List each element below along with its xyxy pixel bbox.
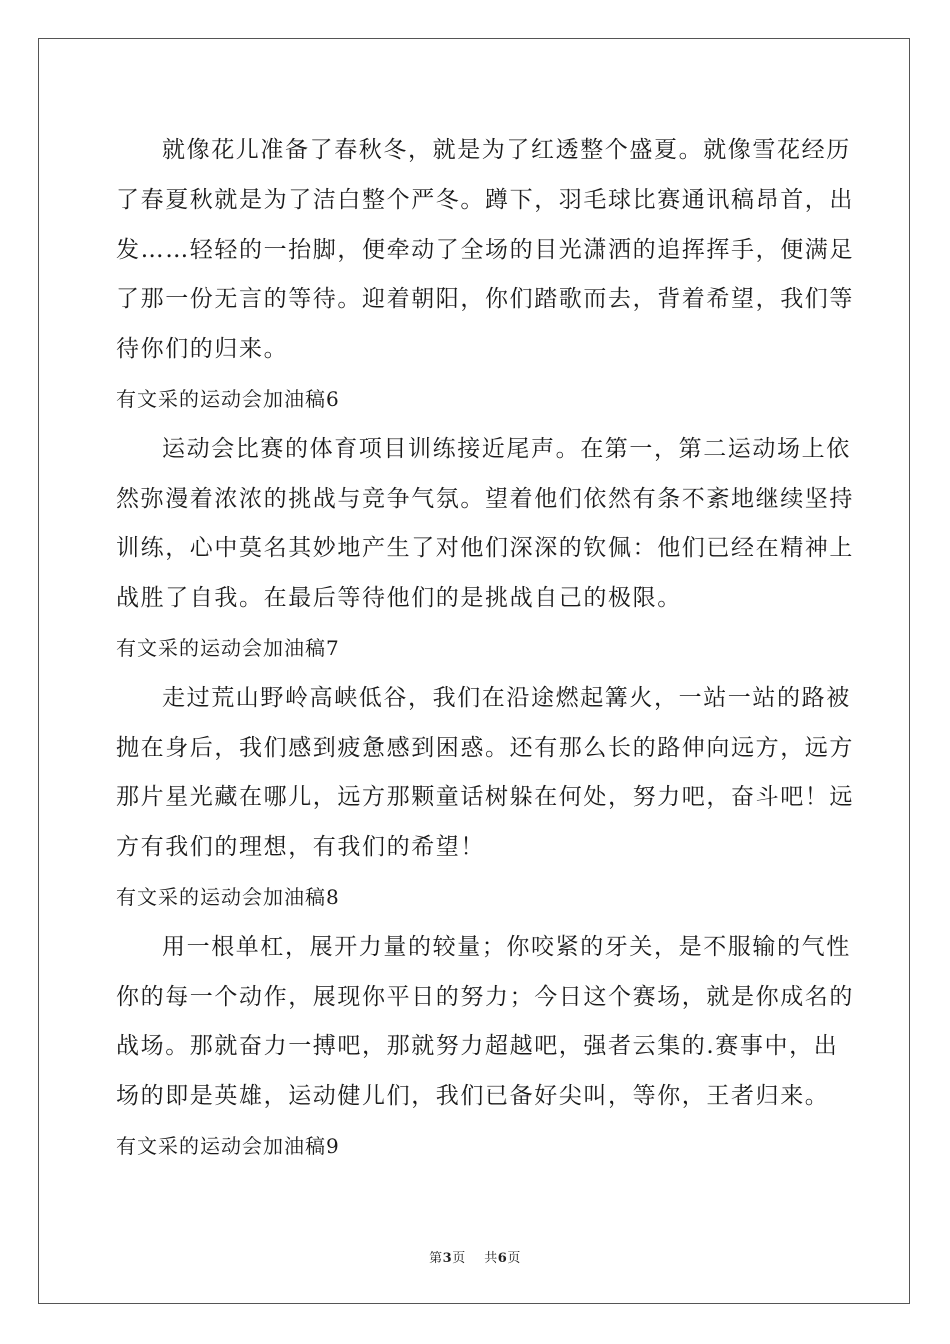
section-heading-9: 有文采的运动会加油稿9 [116,1133,340,1158]
paragraph-line: 那片星光藏在哪儿，远方那颗童话树躲在何处，努力吧，奋斗吧！远 [116,784,854,811]
paragraph-line: 战场。那就奋力一搏吧，那就努力超越吧，强者云集的.赛事中，出 [116,1033,839,1060]
document-body [116,126,854,1172]
paragraph-line: 就像花儿准备了春秋冬，就是为了红透整个盛夏。就像雪花经历 [162,137,851,163]
paragraph-3 [116,674,854,873]
paragraph-line: 然弥漫着浓浓的挑战与竞争气氛。望着他们依然有条不紊地继续坚持 [116,485,854,512]
total-prefix: 共 [484,1251,498,1266]
total-suffix: 页 [507,1251,521,1266]
paragraph-line: 方有我们的理想，有我们的希望！ [116,834,485,861]
paragraph-line: 抛在身后，我们感到疲惫感到困惑。还有那么长的路伸向远方，远方 [116,734,854,761]
paragraph-line: 了那一份无言的等待。迎着朝阳，你们踏歌而去，背着希望，我们等 [116,286,854,313]
page-prefix: 第 [429,1251,443,1266]
paragraph-2 [116,425,854,624]
paragraph-line: 发……轻轻的一抬脚，便牵动了全场的目光潇洒的追挥挥手，便满足 [116,236,854,263]
paragraph-line: 待你们的归来。 [116,336,289,363]
page-footer [0,1247,950,1266]
paragraph-line: 运动会比赛的体育项目训练接近尾声。在第一，第二运动场上依 [162,435,851,462]
paragraph-line: 用一根单杠，展开力量的较量；你咬紧的牙关，是不服输的气性 [162,933,851,960]
paragraph-1 [116,126,854,375]
section-heading-8: 有文采的运动会加油稿8 [116,884,340,909]
paragraph-line: 你的每一个动作，展现你平日的努力；今日这个赛场，就是你成名的 [116,983,854,1010]
section-heading-7: 有文采的运动会加油稿7 [116,635,340,660]
paragraph-4 [116,923,854,1122]
paragraph-line: 训练，心中莫名其妙地产生了对他们深深的钦佩：他们已经在精神上 [116,535,854,562]
total-pages: 6 [497,1251,508,1266]
page-suffix: 页 [452,1251,466,1266]
page-number: 3 [442,1251,453,1266]
paragraph-line: 走过荒山野岭高峡低谷，我们在沿途燃起篝火，一站一站的路被 [162,684,851,711]
paragraph-line: 了春夏秋就是为了洁白整个严冬。蹲下，羽毛球比赛通讯稿昂首，出 [116,186,854,213]
paragraph-line: 场的即是英雄，运动健儿们，我们已备好尖叫，等你，王者归来。 [116,1083,830,1110]
paragraph-line: 战胜了自我。在最后等待他们的是挑战自己的极限。 [116,585,682,612]
section-heading-6: 有文采的运动会加油稿6 [116,386,340,411]
